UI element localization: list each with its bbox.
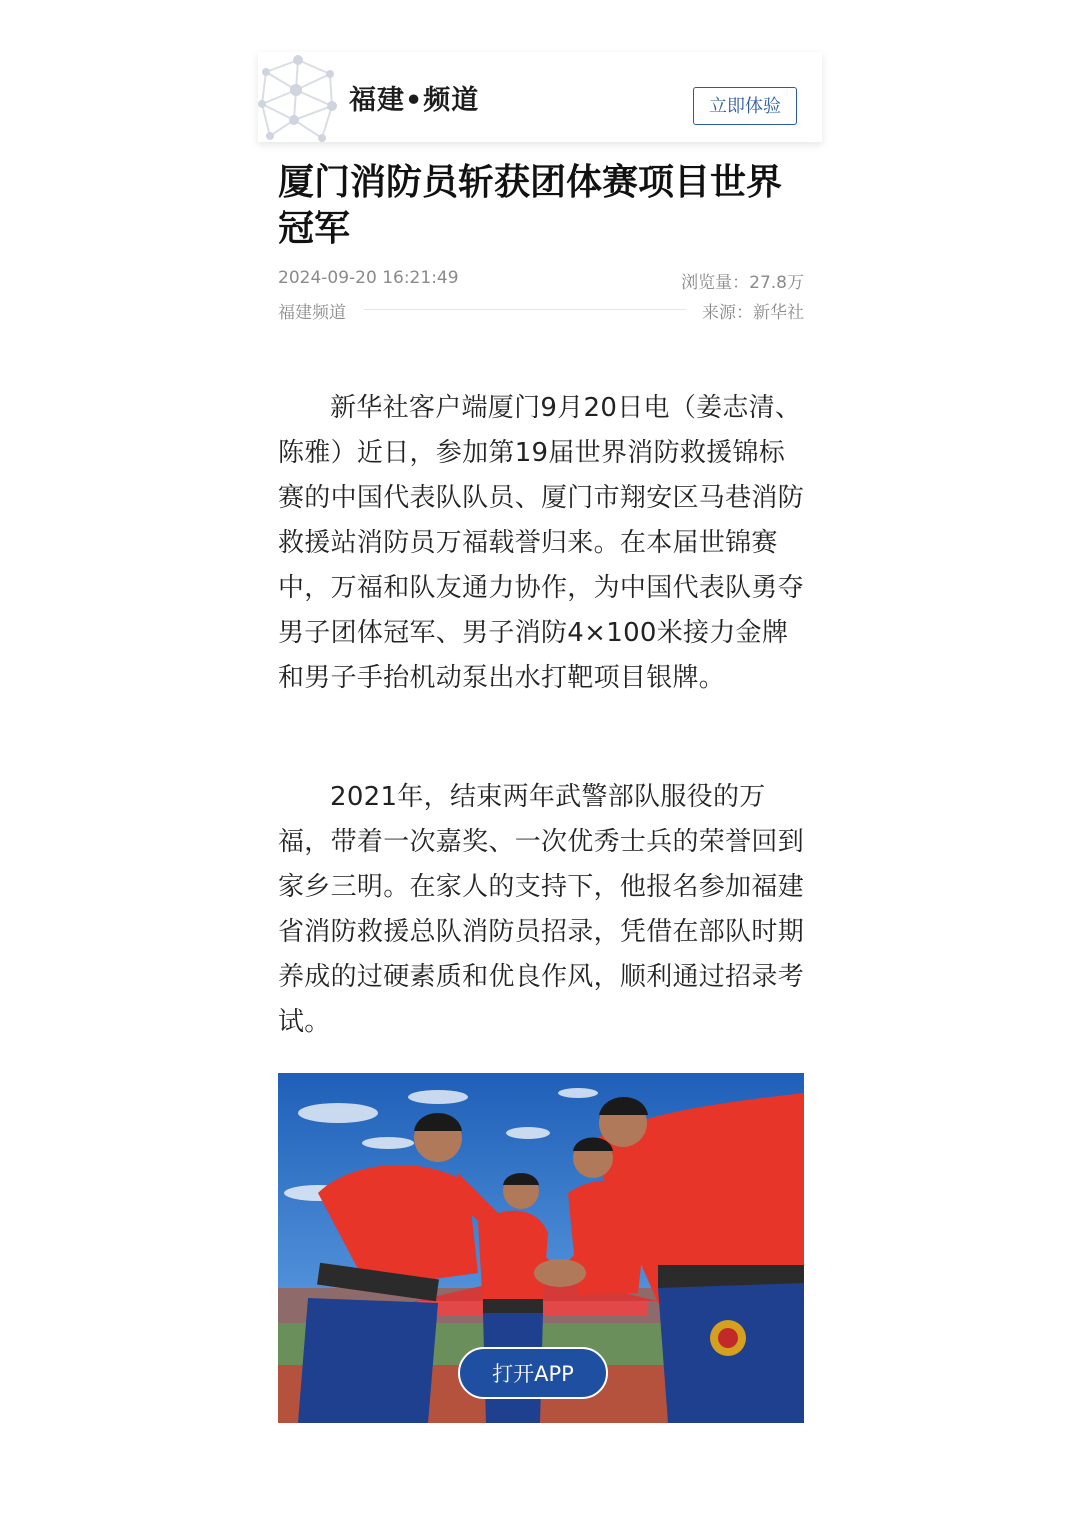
source-label: 来源：新华社 <box>702 303 804 323</box>
view-count: 浏览量：27.8万 <box>681 273 804 293</box>
article-paragraph-2: 2021年，结束两年武警部队服役的万福，带着一次嘉奖、一次优秀士兵的荣誉回到家乡三明。在家人的支持下，他报名参加福建省消防救援总队消防员招录，凭借在部队时期养成的过硬素质和优良作风，顺利通过招录考试。 <box>278 782 805 1037</box>
article-title: 厦门消防员斩获团体赛项目世界冠军 <box>278 162 783 249</box>
article-paragraph-1: 新华社客户端厦门9月20日电（姜志清、陈雅）近日，参加第19届世界消防救援锦标赛的中国代表队队员、厦门市翔安区马巷消防救援站消防员万福载誉归来。在本届世锦赛中，万福和队友通力协作，为中国代表队勇夺男子团体冠军、男子消防4×100米接力金牌和男子手抬机动泵出水打靶项目银牌。 <box>278 393 805 693</box>
article-photo <box>278 1073 804 1423</box>
channel-title: 福建•频道 <box>349 85 480 116</box>
channel-name[interactable]: 福建频道 <box>278 303 346 323</box>
publish-datetime: 2024-09-20 16:21:49 <box>278 268 459 288</box>
meta-row-time <box>278 268 804 292</box>
try-now-button[interactable]: 立即体验 <box>693 87 797 125</box>
meta-row-source <box>278 298 804 322</box>
network-logo-icon <box>258 52 338 142</box>
meta-divider <box>364 309 686 310</box>
open-app-button[interactable]: 打开APP <box>458 1347 608 1399</box>
channel-header <box>258 52 822 142</box>
